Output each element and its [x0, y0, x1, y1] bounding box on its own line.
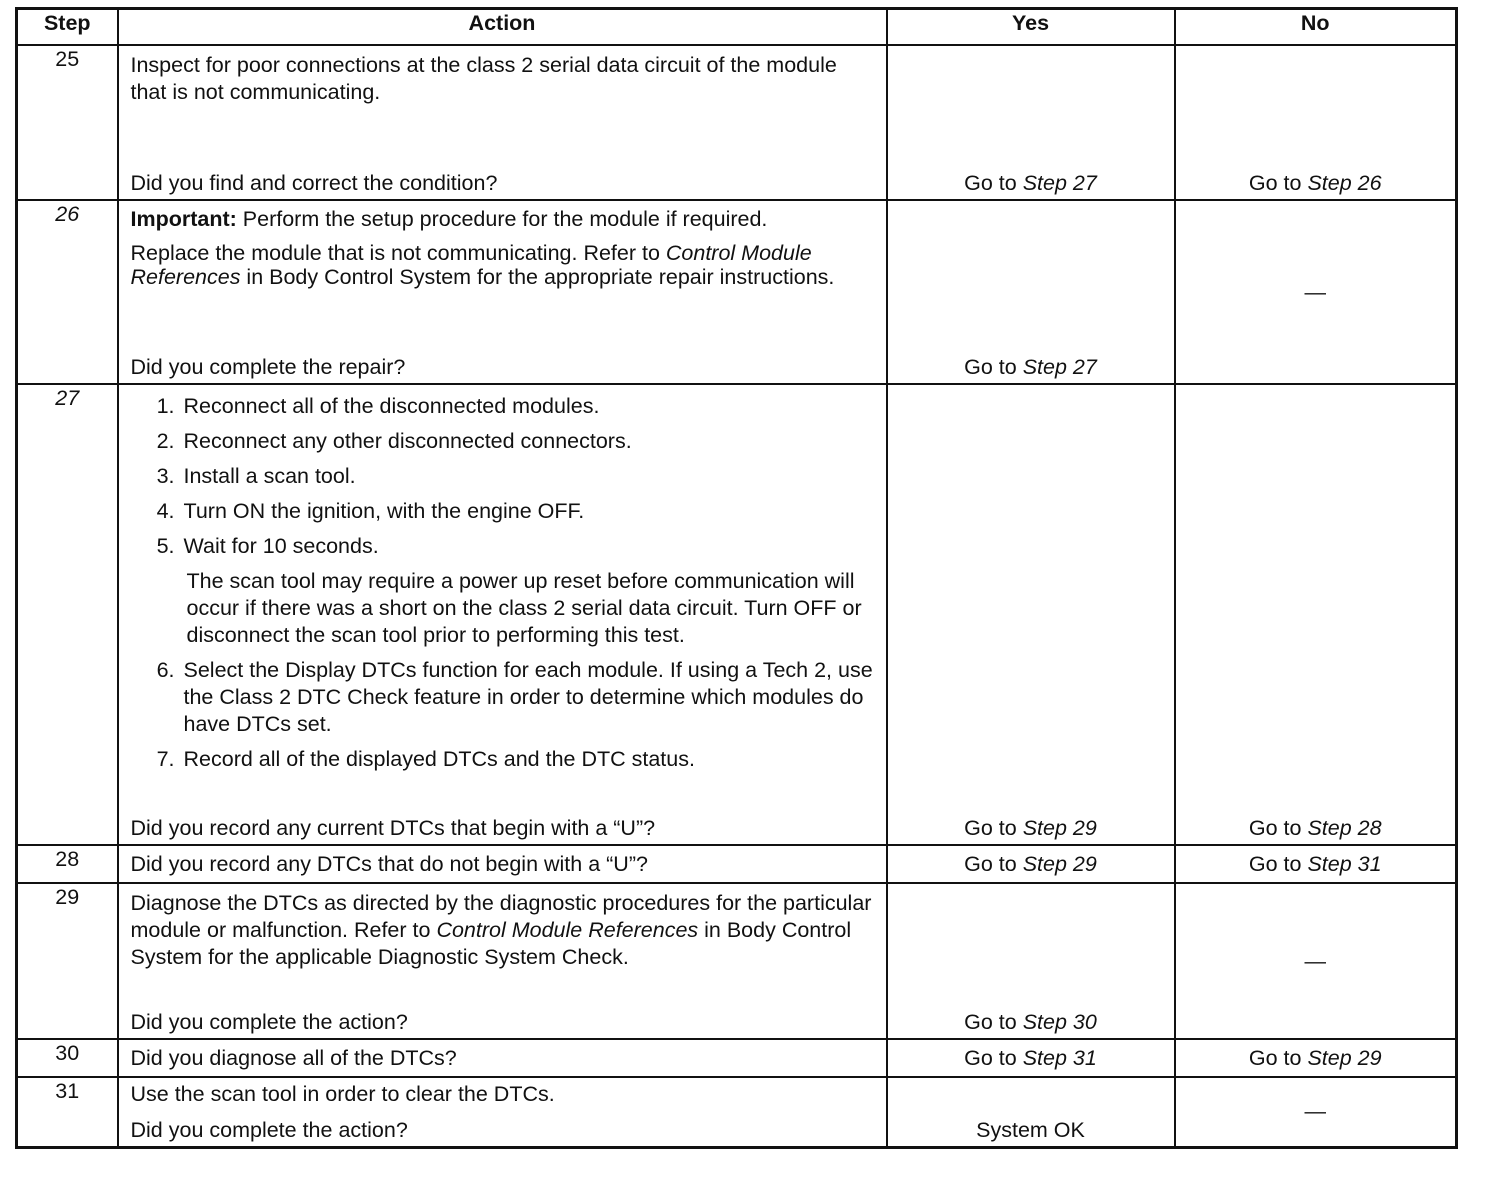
table-row [17, 845, 1457, 883]
no-cell [1175, 384, 1457, 845]
action-cell [118, 883, 887, 1039]
yes-step-link: Step 29 [1022, 816, 1097, 840]
table-row [17, 883, 1457, 1039]
header-step: Step [17, 9, 118, 46]
yes-cell [887, 883, 1175, 1039]
action-question: Did you record any DTCs that do not begin with a “U”? [130, 851, 648, 876]
table-row [17, 1039, 1457, 1077]
yes-prefix: Go to [964, 816, 1023, 840]
table-row [17, 1077, 1457, 1147]
action-text-cont: in Body Control System for the appropriate repair instructions. [240, 265, 835, 289]
list-item: 6. Select the Display DTCs function for each module. If using a Tech 2, use the Class 2 DTC Check feature in order to determine which modules do have DTCs set. [156, 658, 873, 736]
no-step-link: Step 29 [1307, 1045, 1382, 1070]
no-cell [1175, 45, 1457, 200]
step-number: 30 [17, 1039, 118, 1077]
action-cell [118, 1077, 887, 1147]
yes-step-link: Step 30 [1022, 1010, 1097, 1034]
no-dash: — [1304, 1099, 1326, 1124]
step-number: 26 [55, 202, 80, 226]
list-item: 5. Wait for 10 seconds. [156, 534, 379, 558]
no-prefix: Go to [1248, 1045, 1308, 1070]
important-label: Important: [130, 207, 237, 231]
no-cell [1175, 1039, 1457, 1077]
yes-prefix: Go to [964, 851, 1023, 876]
table-row [17, 45, 1457, 200]
step-number: 25 [17, 45, 118, 200]
procedure-list [119, 393, 876, 560]
yes-prefix: Go to [964, 171, 1023, 195]
no-cell [1175, 845, 1457, 883]
action-question: Did you diagnose all of the DTCs? [130, 1045, 457, 1070]
action-cell [118, 845, 887, 883]
no-dash: — [1304, 279, 1326, 304]
yes-step-link: Step 27 [1022, 355, 1097, 379]
no-dash: — [1304, 948, 1326, 973]
yes-cell [887, 845, 1175, 883]
yes-cell [887, 384, 1175, 845]
action-cell [118, 384, 887, 845]
header-action: Action [118, 9, 887, 46]
yes-cell [887, 1039, 1175, 1077]
no-prefix: Go to [1248, 171, 1308, 195]
no-cell [1175, 1077, 1457, 1147]
action-text: Use the scan tool in order to clear the DTCs. [130, 1082, 555, 1106]
reference-title: Control Module References [130, 241, 812, 289]
header-yes: Yes [887, 9, 1175, 46]
action-question: Did you complete the action? [130, 1117, 408, 1142]
action-cell [118, 200, 887, 384]
diagnostic-table [15, 7, 1458, 1149]
list-item: 3. Install a scan tool. [156, 464, 356, 488]
important-text: Perform the setup procedure for the module if required. [236, 207, 768, 231]
yes-result: System OK [976, 1117, 1085, 1142]
yes-step-link: Step 27 [1022, 171, 1097, 195]
action-text: Inspect for poor connections at the class 2 serial data circuit of the module that is not communicating. [130, 53, 837, 104]
action-cell [118, 45, 887, 200]
header-no: No [1175, 9, 1457, 46]
no-prefix: Go to [1248, 816, 1308, 840]
yes-prefix: Go to [964, 1010, 1023, 1034]
no-step-link: Step 31 [1307, 851, 1382, 876]
list-item: 2. Reconnect any other disconnected connectors. [156, 429, 632, 453]
header-row [17, 9, 1457, 46]
step-number: 31 [17, 1077, 118, 1147]
no-step-link: Step 28 [1307, 816, 1382, 840]
procedure-list-cont [119, 657, 876, 773]
step-number: 29 [17, 883, 118, 1039]
action-text: Replace the module that is not communicating. Refer to [130, 241, 666, 265]
yes-step-link: Step 29 [1022, 851, 1097, 876]
action-cell [118, 1039, 887, 1077]
list-item: 1. Reconnect all of the disconnected modules. [156, 394, 600, 418]
action-text: Diagnose the DTCs as directed by the diagnostic procedures for the particular module or malfunction. Refer to [130, 891, 872, 942]
table-row [17, 384, 1457, 845]
no-step-link: Step 26 [1307, 171, 1382, 195]
no-cell [1175, 200, 1457, 384]
step-number: 27 [55, 386, 80, 410]
procedure-note: The scan tool may require a power up reset before communication will occur if there was a short on the class 2 serial data circuit. Turn OFF or disconnect the scan tool prior to performing this test. [186, 569, 862, 647]
action-question: Did you find and correct the condition? [130, 171, 498, 195]
yes-prefix: Go to [964, 355, 1023, 379]
yes-cell [887, 45, 1175, 200]
action-text-cont: in Body Control System for the applicable Diagnostic System Check. [130, 918, 852, 969]
table-row [17, 200, 1457, 384]
reference-title: Control Module References [436, 918, 699, 942]
step-number: 28 [17, 845, 118, 883]
no-cell [1175, 883, 1457, 1039]
yes-prefix: Go to [964, 1045, 1023, 1070]
yes-step-link: Step 31 [1022, 1045, 1097, 1070]
yes-cell [887, 1077, 1175, 1147]
no-prefix: Go to [1248, 851, 1308, 876]
yes-cell [887, 200, 1175, 384]
action-question: Did you complete the repair? [130, 355, 406, 379]
list-item: 7. Record all of the displayed DTCs and the DTC status. [156, 747, 695, 771]
action-question: Did you complete the action? [130, 1010, 408, 1034]
action-question: Did you record any current DTCs that begin with a “U”? [130, 816, 656, 840]
list-item: 4. Turn ON the ignition, with the engine OFF. [156, 499, 585, 523]
